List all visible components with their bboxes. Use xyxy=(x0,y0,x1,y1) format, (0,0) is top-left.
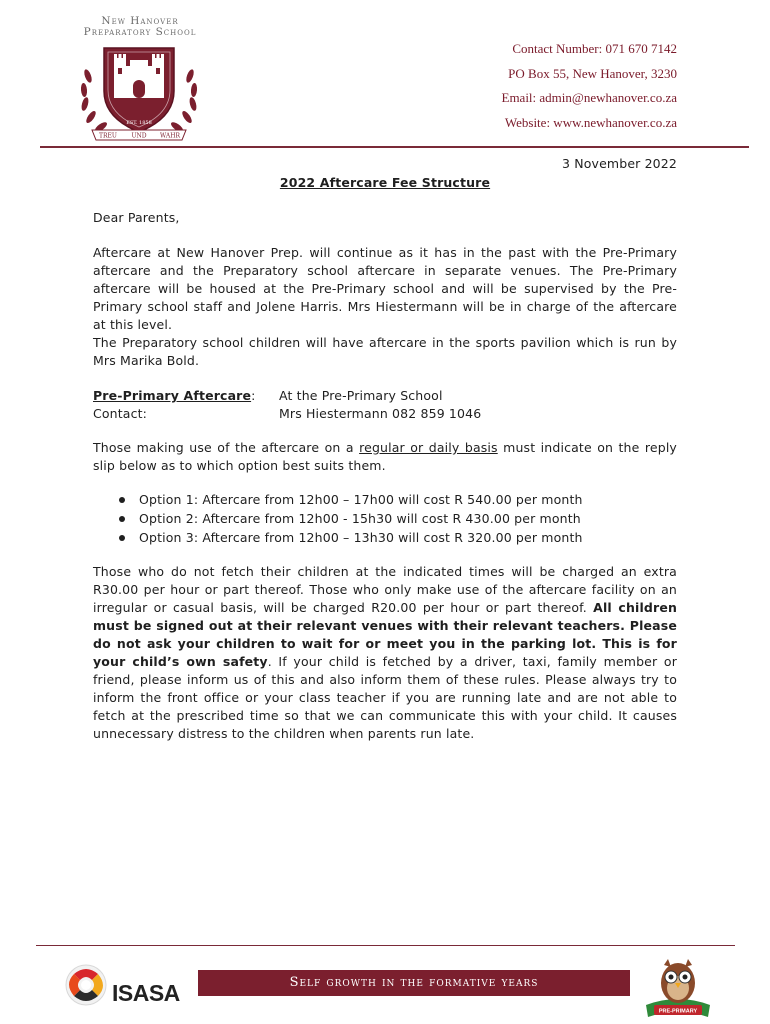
paragraph-late-fees xyxy=(93,563,677,743)
preprimary-colon: : xyxy=(251,388,256,403)
school-crest-logo xyxy=(74,36,204,146)
preprimary-value: At the Pre-Primary School xyxy=(279,388,443,403)
crest-motto-left: TREU xyxy=(99,132,117,140)
letter-body xyxy=(93,155,677,743)
preprimary-row xyxy=(93,387,677,405)
regular-basis-underlined: regular or daily basis xyxy=(359,440,498,455)
crest-est: EST. 1858 xyxy=(126,120,152,126)
motto-text: Self growth in the formative years xyxy=(289,975,539,990)
paragraph-reply-slip-end: must indicate on the reply slip below as to which option best suits them. xyxy=(93,440,677,473)
email-address[interactable]: Email: admin@newhanover.co.za xyxy=(501,90,677,105)
crest-motto-mid: UND xyxy=(131,132,147,140)
isasa-label: ISASA xyxy=(112,980,180,1006)
bullet-icon xyxy=(119,535,125,541)
contact-value: Mrs Hiestermann 082 859 1046 xyxy=(279,406,482,421)
option-2: Option 2: Aftercare from 12h00 - 15h30 will cost R 430.00 per month xyxy=(139,511,581,526)
late-fees-start: Those who do not fetch their children at the indicated times will be charged an extra R30.00 per hour or part thereof. Those who only make use of the aftercare facility on an irregular or casual basis, will be charged R20.00 per hour or part thereof. xyxy=(93,564,677,615)
list-item xyxy=(113,491,677,510)
footer-divider xyxy=(36,945,735,946)
contact-number: Contact Number: 071 670 7142 xyxy=(512,41,677,56)
paragraph-prep-aftercare: The Preparatory school children will have aftercare in the sports pavilion which is run by Mrs Marika Bold. xyxy=(93,335,677,368)
motto-banner xyxy=(198,970,630,996)
po-box: PO Box 55, New Hanover, 3230 xyxy=(508,65,677,81)
crest-motto-right: WAHR xyxy=(160,132,180,140)
paragraph-reply-slip xyxy=(93,439,677,475)
school-name-line2: Preparatory School xyxy=(83,26,197,38)
contact-row xyxy=(93,405,677,423)
option-1: Option 1: Aftercare from 12h00 – 17h00 will cost R 540.00 per month xyxy=(139,492,583,507)
salutation: Dear Parents, xyxy=(93,210,180,225)
letter-date: 3 November 2022 xyxy=(562,156,677,171)
school-name-line1: New Hanover xyxy=(101,15,179,27)
letter-title: 2022 Aftercare Fee Structure xyxy=(279,175,491,190)
bullet-icon xyxy=(119,497,125,503)
paragraph-intro: Aftercare at New Hanover Prep. will continue as it has in the past with the Pre-Primary aftercare and the Preparatory school aftercare in separate venues. The Pre-Primary aftercare will be housed at the Pre-Primary school and will be supervised by the Pre-Primary school staff and Jolene Harris. Mrs Hiestermann will be in charge of the aftercare at this level. xyxy=(93,245,677,332)
preprimary-label: Pre-Primary Aftercare xyxy=(93,388,252,403)
options-list xyxy=(93,491,677,548)
school-name xyxy=(80,16,200,38)
header-divider xyxy=(40,146,749,148)
option-3: Option 3: Aftercare from 12h00 – 13h30 will cost R 320.00 per month xyxy=(139,530,583,545)
contact-label: Contact: xyxy=(93,406,148,421)
paragraph-reply-slip-start: Those making use of the aftercare on a xyxy=(93,440,360,455)
website-link[interactable]: Website: www.newhanover.co.za xyxy=(504,114,677,130)
safety-notice: All children must be signed out at their relevant venues with their relevant teachers. Please do not ask your children to wait for or meet you in the parking lot. This is for your child’s own safety xyxy=(93,600,677,669)
late-fees-end: . If your child is fetched by a driver, taxi, family member or friend, please inform us of this and also inform them of these rules. Please always try to inform the front office or your class teacher if you are running late and are not able to fetch at the prescribed time so that we can communicate this with your child. It causes unnecessary distress to the children when parents run late. xyxy=(93,654,677,741)
list-item xyxy=(113,529,677,548)
aftercare-details xyxy=(93,387,677,423)
preprimary-owl-logo xyxy=(640,955,716,1021)
list-item xyxy=(113,510,677,529)
contact-block xyxy=(502,40,678,138)
bullet-icon xyxy=(119,516,125,522)
preprimary-badge-text: PRE-PRIMARY xyxy=(658,1008,698,1015)
